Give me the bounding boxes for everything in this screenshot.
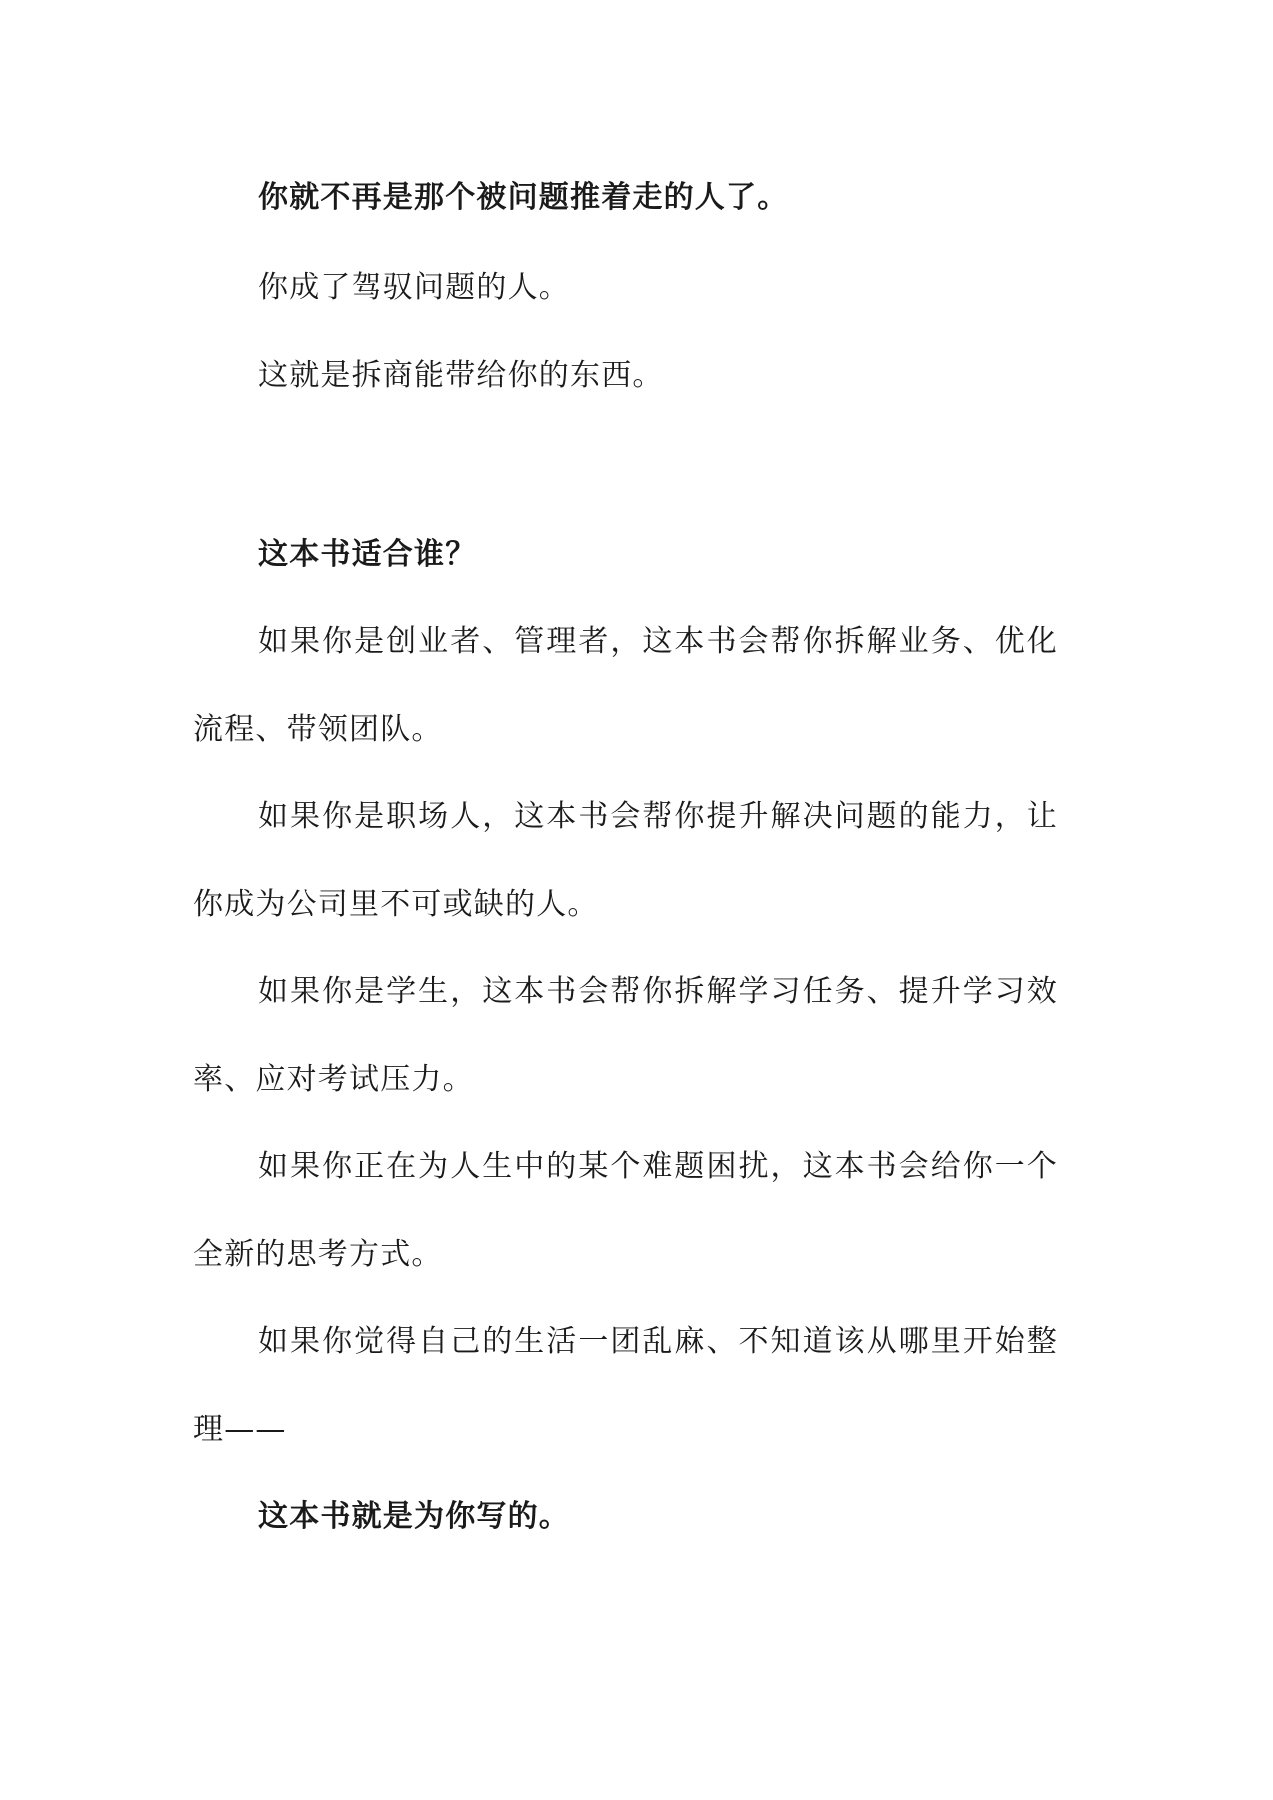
paragraph-line: 如果你是创业者、管理者，这本书会帮你拆解业务、优化 <box>258 624 1058 659</box>
section-heading: 这本书适合谁？ <box>258 537 477 572</box>
paragraph-line: 流程、带领团队。 <box>193 712 443 747</box>
paragraph-line: 如果你正在为人生中的某个难题困扰，这本书会给你一个 <box>258 1149 1058 1184</box>
paragraph-line: 如果你觉得自己的生活一团乱麻、不知道该从哪里开始整 <box>258 1324 1058 1359</box>
bold-statement: 你就不再是那个被问题推着走的人了。 <box>258 180 789 215</box>
paragraph-line: 率、应对考试压力。 <box>193 1062 474 1097</box>
paragraph-line: 全新的思考方式。 <box>193 1237 443 1272</box>
bold-statement: 这本书就是为你写的。 <box>258 1499 570 1534</box>
paragraph-line: 你成为公司里不可或缺的人。 <box>193 887 599 922</box>
paragraph-line: 理—— <box>193 1412 287 1447</box>
paragraph-line: 这就是拆商能带给你的东西。 <box>258 358 664 393</box>
paragraph-line: 如果你是学生，这本书会帮你拆解学习任务、提升学习效 <box>258 974 1058 1009</box>
paragraph-line: 如果你是职场人，这本书会帮你提升解决问题的能力，让 <box>258 799 1058 834</box>
paragraph-line: 你成了驾驭问题的人。 <box>258 270 570 305</box>
